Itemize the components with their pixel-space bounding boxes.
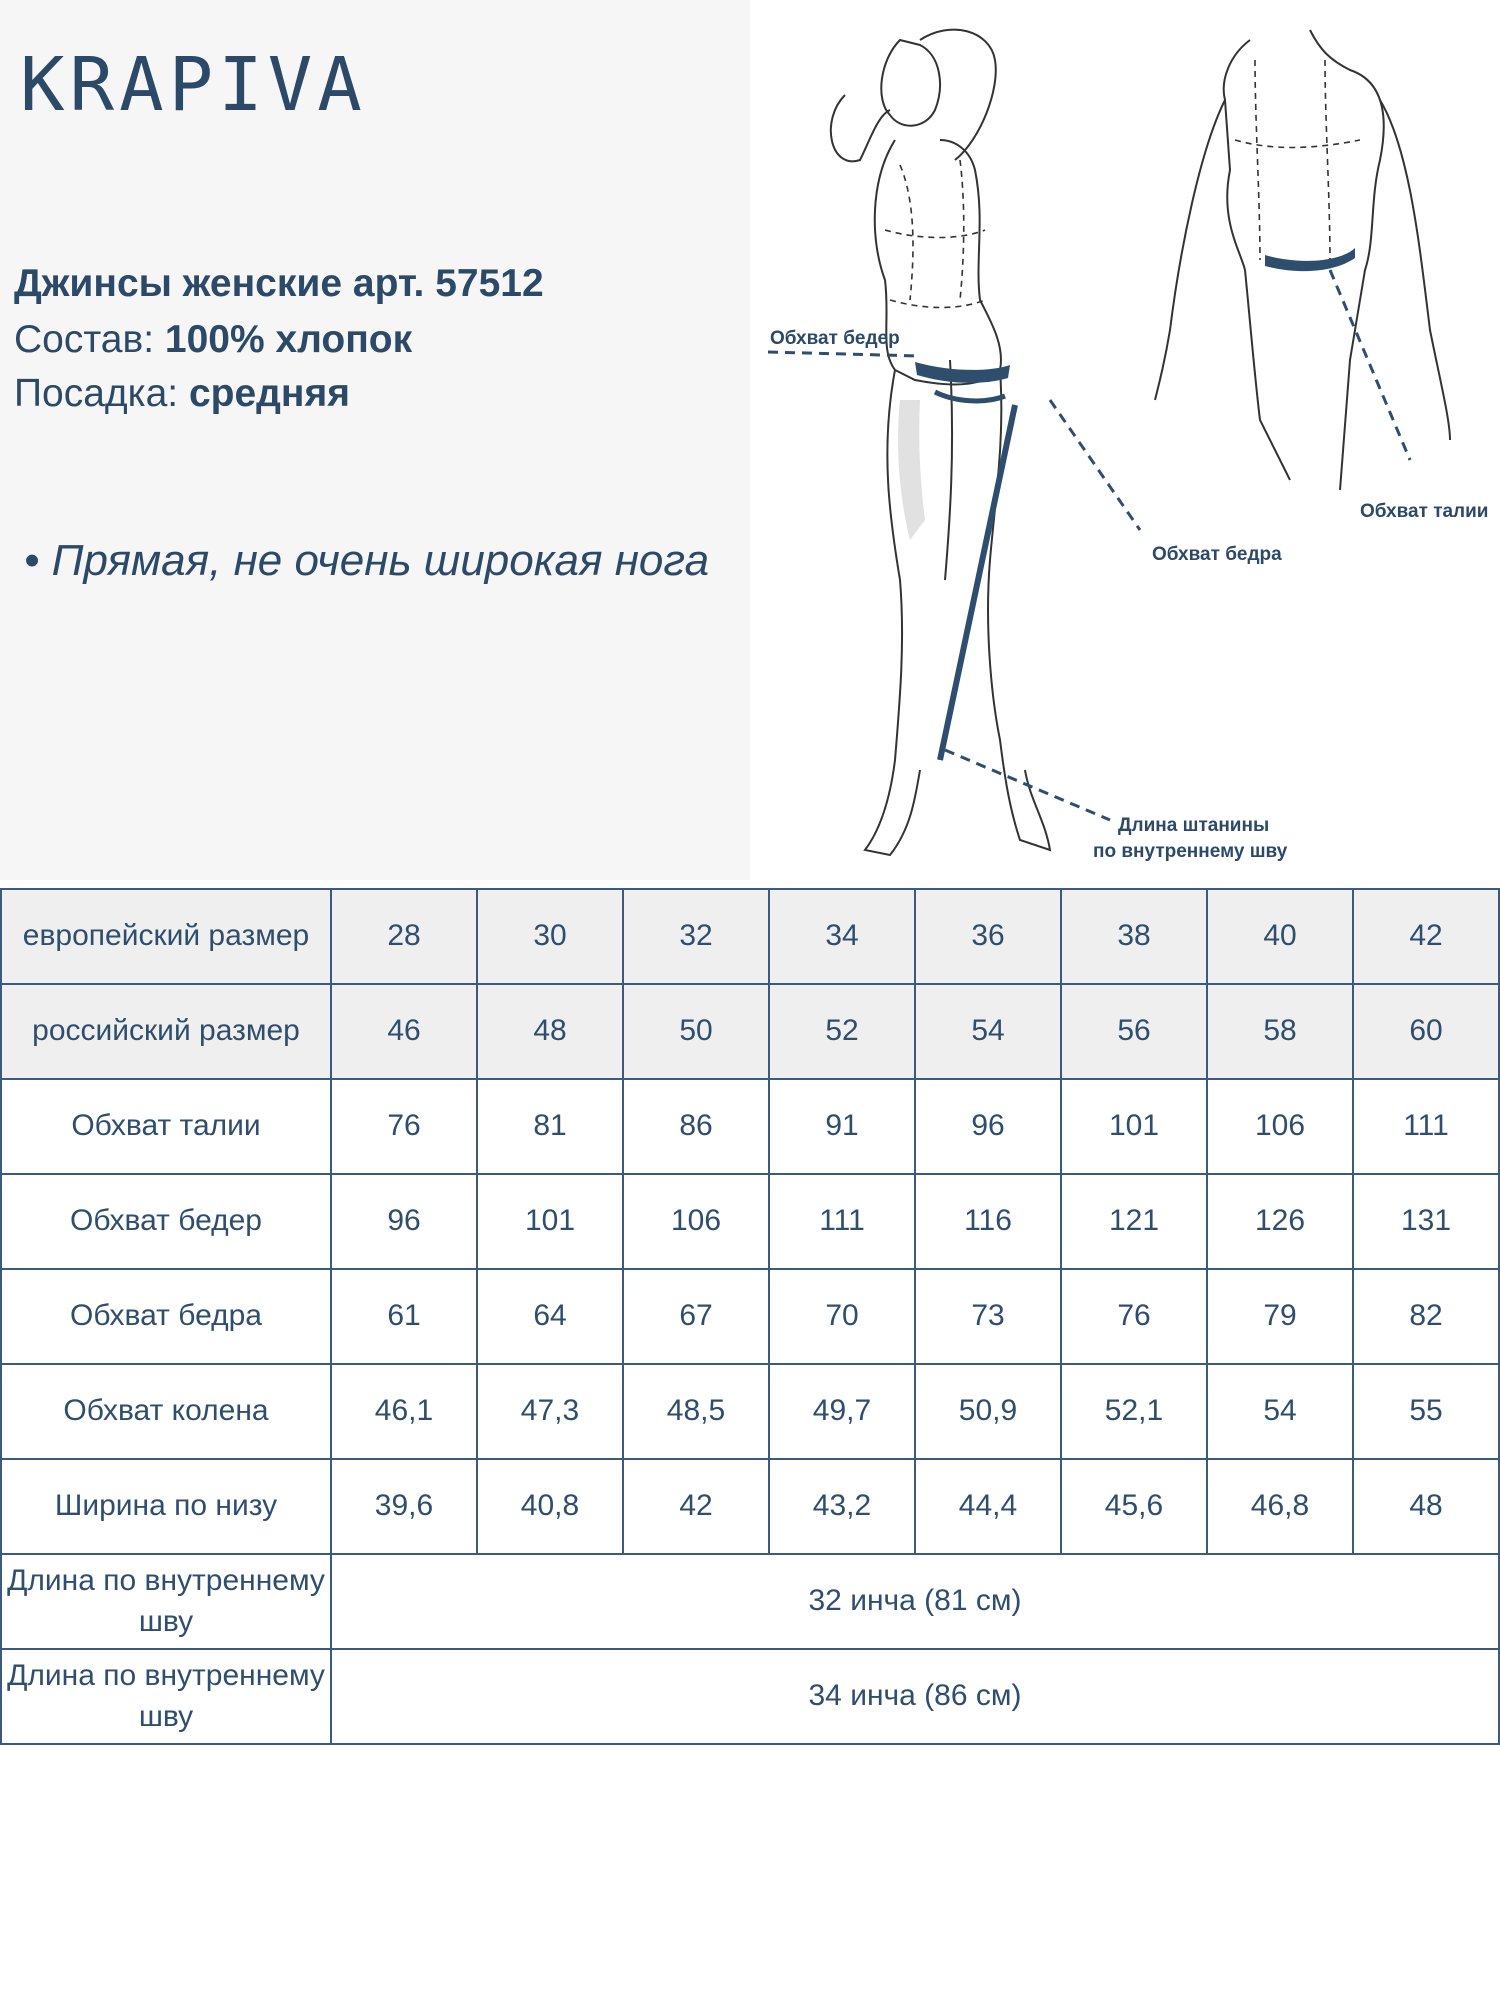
row-label: Обхват талии <box>1 1079 331 1174</box>
table-row <box>1 889 1499 984</box>
table-cell: 111 <box>1353 1079 1499 1174</box>
table-cell: 82 <box>1353 1269 1499 1364</box>
table-cell: 111 <box>769 1174 915 1269</box>
table-row-inseam <box>1 1649 1499 1744</box>
table-cell: 60 <box>1353 984 1499 1079</box>
table-cell: 52,1 <box>1061 1364 1207 1459</box>
table-cell: 34 <box>769 889 915 984</box>
row-label: Обхват колена <box>1 1364 331 1459</box>
table-cell: 76 <box>331 1079 477 1174</box>
waist-band <box>1265 248 1355 271</box>
row-label: Длина по внутреннему шву <box>1 1649 331 1744</box>
hip-band <box>915 362 1010 383</box>
label-waist: Обхват талии <box>1360 501 1489 522</box>
table-cell: 50,9 <box>915 1364 1061 1459</box>
inner-leg-outline <box>945 360 952 580</box>
table-cell: 64 <box>477 1269 623 1364</box>
table-cell: 131 <box>1353 1174 1499 1269</box>
table-cell: 30 <box>477 889 623 984</box>
table-cell: 28 <box>331 889 477 984</box>
row-label: Обхват бедра <box>1 1269 331 1364</box>
table-cell: 54 <box>915 984 1061 1079</box>
table-row-inseam <box>1 1554 1499 1649</box>
table-cell: 101 <box>1061 1079 1207 1174</box>
table-cell: 121 <box>1061 1174 1207 1269</box>
size-table <box>0 888 1500 1745</box>
table-cell: 106 <box>623 1174 769 1269</box>
table-cell: 81 <box>477 1079 623 1174</box>
table-row <box>1 1459 1499 1554</box>
table-cell: 42 <box>1353 889 1499 984</box>
fit-value: средняя <box>188 372 350 415</box>
row-label: российский размер <box>1 984 331 1079</box>
table-cell: 48 <box>477 984 623 1079</box>
table-cell: 40 <box>1207 889 1353 984</box>
row-label: Длина по внутреннему шву <box>1 1554 331 1649</box>
blank-area <box>0 1770 1500 2000</box>
table-cell: 52 <box>769 984 915 1079</box>
table-cell: 86 <box>623 1079 769 1174</box>
inseam-value: 32 инча (81 см) <box>331 1554 1499 1649</box>
table-cell: 32 <box>623 889 769 984</box>
table-cell: 73 <box>915 1269 1061 1364</box>
table-cell: 61 <box>331 1269 477 1364</box>
fit-label: Посадка: <box>14 372 179 415</box>
table-cell: 96 <box>331 1174 477 1269</box>
table-cell: 47,3 <box>477 1364 623 1459</box>
table-cell: 91 <box>769 1079 915 1174</box>
head-outline <box>881 40 940 126</box>
table-cell: 70 <box>769 1269 915 1364</box>
table-cell: 79 <box>1207 1269 1353 1364</box>
table-row <box>1 1079 1499 1174</box>
arm-right-outline <box>920 30 996 160</box>
table-cell: 44,4 <box>915 1459 1061 1554</box>
table-cell: 106 <box>1207 1079 1353 1174</box>
product-info-panel <box>0 0 750 880</box>
label-inseam-2: по внутреннему шву <box>1093 841 1288 862</box>
table-cell: 43,2 <box>769 1459 915 1554</box>
table-cell: 40,8 <box>477 1459 623 1554</box>
table-cell: 50 <box>623 984 769 1079</box>
fit-line <box>14 372 350 416</box>
composition-value: 100% хлопок <box>164 318 413 361</box>
table-cell: 76 <box>1061 1269 1207 1364</box>
table-row <box>1 1269 1499 1364</box>
composition-line <box>14 318 412 362</box>
table-row <box>1 1174 1499 1269</box>
row-label: Ширина по низу <box>1 1459 331 1554</box>
table-cell: 56 <box>1061 984 1207 1079</box>
table-cell: 96 <box>915 1079 1061 1174</box>
table-cell: 101 <box>477 1174 623 1269</box>
table-cell: 49,7 <box>769 1364 915 1459</box>
table-cell: 54 <box>1207 1364 1353 1459</box>
table-cell: 36 <box>915 889 1061 984</box>
label-inseam-1: Длина штанины <box>1118 815 1270 836</box>
table-cell: 45,6 <box>1061 1459 1207 1554</box>
table-cell: 58 <box>1207 984 1353 1079</box>
inseam-value: 34 инча (86 см) <box>331 1649 1499 1744</box>
label-hips: Обхват бедер <box>770 328 900 349</box>
table-cell: 116 <box>915 1174 1061 1269</box>
table-cell: 55 <box>1353 1364 1499 1459</box>
product-title: Джинсы женские арт. 57512 <box>14 262 544 305</box>
label-thigh: Обхват бедра <box>1152 544 1282 565</box>
composition-label: Состав: <box>14 318 155 361</box>
table-cell: 46,1 <box>331 1364 477 1459</box>
arm-left-outline <box>831 95 890 161</box>
table-cell: 46,8 <box>1207 1459 1353 1554</box>
row-label: Обхват бедер <box>1 1174 331 1269</box>
measurement-diagram <box>750 0 1500 880</box>
table-row <box>1 1364 1499 1459</box>
table-cell: 48 <box>1353 1459 1499 1554</box>
row-label: европейский размер <box>1 889 331 984</box>
feature-bullet: • Прямая, не очень широкая нога <box>24 536 710 585</box>
leg-right-outline <box>988 370 1050 850</box>
measurement-figure <box>750 0 1500 880</box>
table-cell: 48,5 <box>623 1364 769 1459</box>
table-cell: 46 <box>331 984 477 1079</box>
table-cell: 39,6 <box>331 1459 477 1554</box>
table-cell: 38 <box>1061 889 1207 984</box>
table-cell: 42 <box>623 1459 769 1554</box>
table-cell: 67 <box>623 1269 769 1364</box>
brand-logo: KRAPIVA <box>20 42 367 128</box>
table-row <box>1 984 1499 1079</box>
table-cell: 126 <box>1207 1174 1353 1269</box>
thigh-band <box>935 392 1005 401</box>
